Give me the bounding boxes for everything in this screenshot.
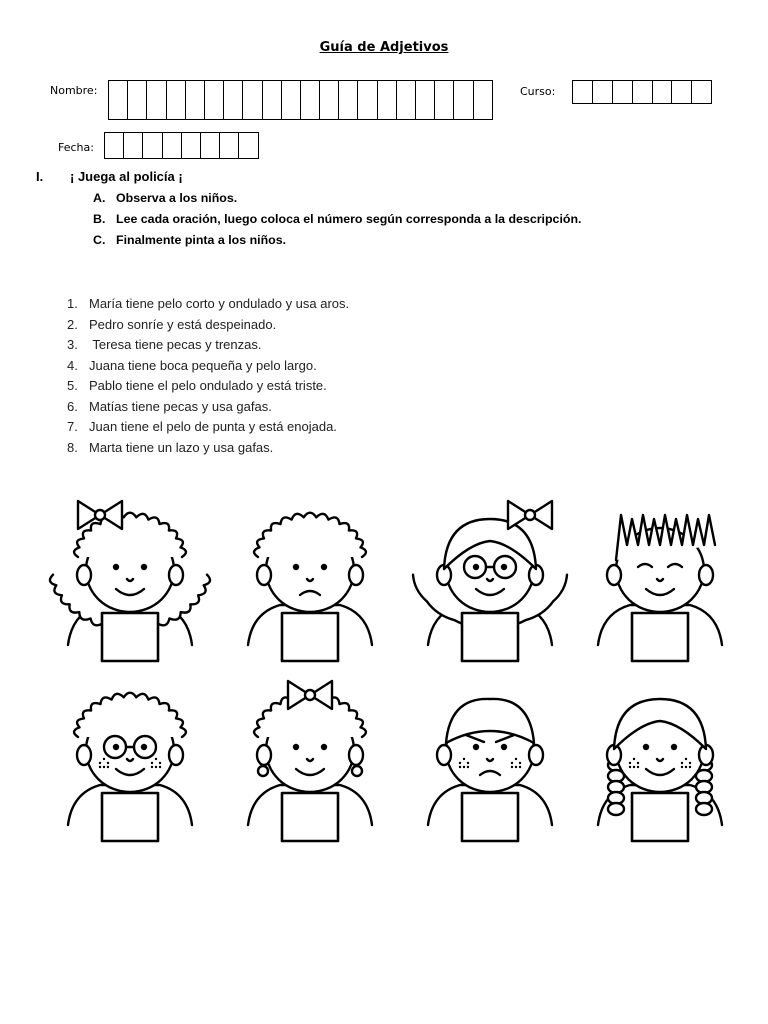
- sentence-number: 4.: [67, 357, 78, 373]
- ear: [77, 745, 91, 765]
- answer-box: [102, 613, 158, 661]
- curso-boxes[interactable]: [572, 80, 712, 104]
- angry-boy-freckles-icon: [428, 699, 552, 841]
- letter-box[interactable]: [282, 80, 301, 120]
- letter-box[interactable]: [339, 80, 358, 120]
- sentence-text: Pablo tiene el pelo ondulado y está triste.: [89, 378, 327, 393]
- instruction-item: [93, 209, 581, 230]
- ear: [607, 565, 621, 585]
- letter-box[interactable]: [263, 80, 282, 120]
- sentence-number: 2.: [67, 316, 78, 332]
- bow-knot: [95, 510, 105, 520]
- ear: [169, 565, 183, 585]
- girl-with-braids-freckles-icon: [598, 699, 722, 841]
- section-title: ¡ Juega al policía ¡: [70, 169, 183, 184]
- freckle: [515, 766, 517, 768]
- boy-with-glasses-freckles-icon: [68, 693, 192, 841]
- freckle: [155, 758, 157, 760]
- freckle: [633, 758, 635, 760]
- eye: [293, 744, 299, 750]
- instruction-item: [93, 188, 581, 209]
- answer-box: [632, 613, 688, 661]
- answer-box: [462, 613, 518, 661]
- sentence-item: [67, 335, 349, 356]
- letter-box[interactable]: [163, 132, 182, 159]
- letter-box[interactable]: [358, 80, 377, 120]
- curly-girl-with-bow-icon: [50, 501, 210, 661]
- answer-box: [462, 793, 518, 841]
- sentence-item: [67, 376, 349, 397]
- freckle: [519, 766, 521, 768]
- sentence-text: Juan tiene el pelo de punta y está enojada.: [89, 419, 337, 434]
- freckle: [155, 766, 157, 768]
- freckle: [99, 762, 101, 764]
- sentence-text: María tiene pelo corto y ondulado y usa aros.: [89, 296, 350, 311]
- letter-box[interactable]: [143, 132, 162, 159]
- curso-label: Curso:: [520, 85, 556, 98]
- freckle: [459, 766, 461, 768]
- letter-box[interactable]: [474, 80, 493, 120]
- section-number: I.: [36, 169, 44, 184]
- ear: [699, 565, 713, 585]
- sentence-number: 6.: [67, 398, 78, 414]
- braid-segment: [696, 803, 712, 815]
- freckle: [681, 762, 683, 764]
- freckle: [463, 758, 465, 760]
- answer-box: [282, 613, 338, 661]
- bow-knot: [525, 510, 535, 520]
- ear: [437, 745, 451, 765]
- ear: [257, 745, 271, 765]
- instruction-item: [93, 230, 581, 251]
- freckle: [151, 762, 153, 764]
- freckle: [633, 766, 635, 768]
- sentence-list: [67, 294, 349, 458]
- freckle: [107, 766, 109, 768]
- sentence-text: Teresa tiene pecas y trenzas.: [89, 337, 262, 352]
- letter-box[interactable]: [672, 80, 692, 104]
- eye: [141, 744, 147, 750]
- freckle: [467, 766, 469, 768]
- sentence-item: [67, 397, 349, 418]
- nombre-boxes[interactable]: [108, 80, 493, 120]
- answer-box: [102, 793, 158, 841]
- sentence-number: 3.: [67, 337, 78, 352]
- sentence-item: [67, 417, 349, 438]
- instructions-list: [93, 188, 581, 251]
- freckle: [681, 766, 683, 768]
- freckle: [685, 766, 687, 768]
- letter-box[interactable]: [105, 132, 124, 159]
- eye: [473, 744, 479, 750]
- ear: [349, 565, 363, 585]
- earring: [258, 766, 268, 776]
- eye: [293, 564, 299, 570]
- sentence-item: [67, 294, 349, 315]
- instruction-letter: C.: [93, 233, 106, 247]
- freckle: [103, 766, 105, 768]
- letter-box[interactable]: [573, 80, 593, 104]
- curly-boy-sad-icon: [248, 513, 372, 661]
- letter-box[interactable]: [593, 80, 613, 104]
- freckle: [515, 758, 517, 760]
- ear: [169, 745, 183, 765]
- letter-box[interactable]: [239, 132, 258, 159]
- eye: [643, 744, 649, 750]
- letter-box[interactable]: [124, 132, 143, 159]
- freckle: [511, 762, 513, 764]
- freckle: [463, 766, 465, 768]
- sentence-number: 7.: [67, 419, 78, 434]
- instruction-text: Observa a los niños.: [116, 191, 238, 205]
- ear: [529, 745, 543, 765]
- letter-box[interactable]: [224, 80, 243, 120]
- sentence-number: 8.: [67, 439, 78, 455]
- letter-box[interactable]: [416, 80, 435, 120]
- freckle: [107, 762, 109, 764]
- earring: [352, 766, 362, 776]
- girl-with-glasses-bow-icon: [413, 501, 567, 661]
- letter-box[interactable]: [167, 80, 186, 120]
- letter-box[interactable]: [692, 80, 712, 104]
- freckle: [159, 766, 161, 768]
- fecha-label: Fecha:: [58, 141, 94, 154]
- freckle: [103, 758, 105, 760]
- letter-box[interactable]: [397, 80, 416, 120]
- letter-box[interactable]: [109, 80, 128, 120]
- letter-box[interactable]: [653, 80, 673, 104]
- eye: [113, 564, 119, 570]
- kids-illustration: [0, 470, 768, 870]
- sentence-number: 1.: [67, 296, 78, 311]
- freckle: [511, 766, 513, 768]
- hair-outline: [254, 513, 366, 557]
- sentence-item: [67, 356, 349, 377]
- letter-box[interactable]: [186, 80, 205, 120]
- freckle: [519, 762, 521, 764]
- instruction-letter: A.: [93, 191, 106, 205]
- eye: [473, 564, 479, 570]
- braid-segment: [608, 803, 624, 815]
- sentence-text: Pedro sonríe y está despeinado.: [89, 316, 277, 332]
- freckle: [685, 758, 687, 760]
- letter-box[interactable]: [378, 80, 397, 120]
- sentence-text: Marta tiene un lazo y usa gafas.: [89, 439, 274, 455]
- letter-box[interactable]: [320, 80, 339, 120]
- freckle: [151, 766, 153, 768]
- nombre-label: Nombre:: [50, 84, 98, 97]
- answer-box: [282, 793, 338, 841]
- girl-with-bow-earrings-icon: [248, 681, 372, 841]
- sentence-number: 5.: [67, 378, 78, 393]
- letter-box[interactable]: [128, 80, 147, 120]
- eye: [501, 744, 507, 750]
- eye: [671, 744, 677, 750]
- letter-box[interactable]: [220, 132, 239, 159]
- letter-box[interactable]: [243, 80, 262, 120]
- bow-knot: [305, 690, 315, 700]
- freckle: [459, 762, 461, 764]
- page-title: Guía de Adjetivos: [319, 40, 449, 55]
- spiky-boy-smiling-icon: [598, 515, 722, 661]
- freckle: [637, 762, 639, 764]
- freckle: [689, 762, 691, 764]
- letter-box[interactable]: [435, 80, 454, 120]
- sentence-text: Juana tiene boca pequeña y pelo largo.: [89, 357, 317, 373]
- answer-box: [632, 793, 688, 841]
- instruction-text: Lee cada oración, luego coloca el número según corresponda a la descripción.: [116, 212, 582, 226]
- letter-box[interactable]: [205, 80, 224, 120]
- letter-box[interactable]: [613, 80, 633, 104]
- instruction-letter: B.: [93, 212, 106, 226]
- ear: [349, 745, 363, 765]
- eye: [113, 744, 119, 750]
- freckle: [689, 766, 691, 768]
- eye: [321, 744, 327, 750]
- freckle: [159, 762, 161, 764]
- sentence-item: [67, 315, 349, 336]
- sentence-item: [67, 438, 349, 459]
- letter-box[interactable]: [633, 80, 653, 104]
- freckle: [629, 762, 631, 764]
- eye: [501, 564, 507, 570]
- eye: [321, 564, 327, 570]
- sentence-text: Matías tiene pecas y usa gafas.: [89, 398, 272, 414]
- letter-box[interactable]: [147, 80, 166, 120]
- letter-box[interactable]: [454, 80, 473, 120]
- letter-box[interactable]: [301, 80, 320, 120]
- hair-outline: [74, 693, 186, 737]
- freckle: [629, 766, 631, 768]
- ear: [257, 565, 271, 585]
- eye: [141, 564, 147, 570]
- ear: [77, 565, 91, 585]
- freckle: [99, 766, 101, 768]
- letter-box[interactable]: [201, 132, 220, 159]
- fecha-boxes[interactable]: [104, 132, 259, 159]
- freckle: [467, 762, 469, 764]
- instruction-text: Finalmente pinta a los niños.: [116, 233, 287, 247]
- letter-box[interactable]: [182, 132, 201, 159]
- freckle: [637, 766, 639, 768]
